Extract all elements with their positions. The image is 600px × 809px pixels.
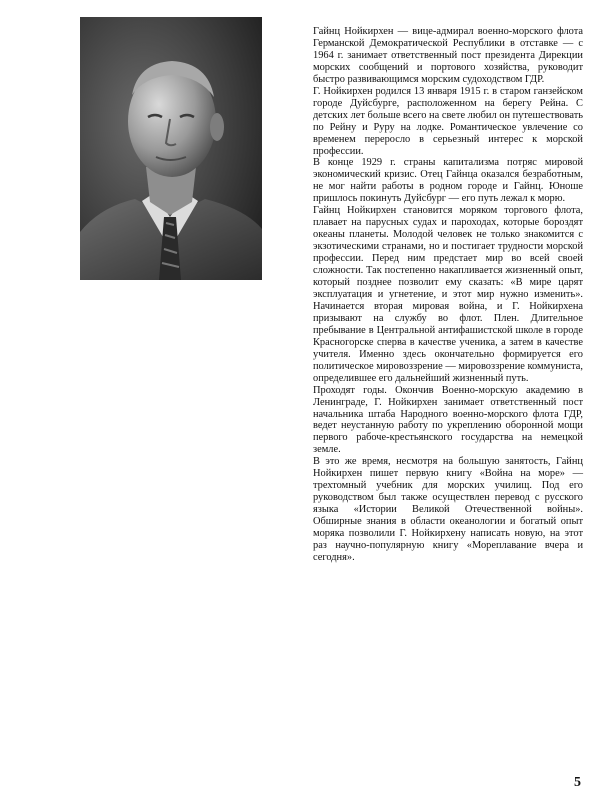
- paragraph-introduction: Гайнц Нойкирхен — вице-адмирал военно-морского флота Германской Демократической Республики в отставке — с 1964 г. занимает ответственный пост президента Дирекции морских сообщений и портового хозяйства, руководит быстро развивающимся морским судоходством ГДР.: [313, 26, 583, 85]
- paragraph-birth: Г. Нойкирхен родился 13 января 1915 г. в старом ганзейском городе Дуйсбурге, расположенном на берегу Рейна. С детских лет больше всего на свете любил он путешествовать по Рейну и Руру на лодке. Романтическое увлечение со временем переросло в серьезный интерес к морской профессии.: [313, 85, 583, 157]
- article-body: [313, 26, 583, 564]
- paragraph-merchant-fleet: Гайнц Нойкирхен становится моряком торгового флота, плавает на парусных судах и пароходах, которые бороздят океаны планеты. Молодой человек не только знакомится с экзотическими странами, но и постигает трудности морской профессии. Перед ним предстает мир во всей своей сложности. Так постепенно накапливается жизненный опыт, который позднее позволит ему сказать: «В мире царят эксплуатация и угнетение, и этот мир нужно изменить». Начинается вторая мировая война, и Г. Нойкирхена призывают на службу во флот. Плен. Длительное пребывание в Центральной антифашистской школе в городе Красногорске сперва в качестве ученика, а затем в качестве учителя. Именно здесь окончательно формируется его политическое мировоззрение — мировоззрение коммуниста, определившее его дальнейший жизненный путь.: [313, 205, 583, 384]
- paragraph-books: В это же время, несмотря на большую занятость, Гайнц Нойкирхен пишет первую книгу «Война на море» — трехтомный учебник для морских училищ. Под его руководством был также осуществлен перевод с русского языка «Истории Великой Отечественной войны». Обширные знания в области океанологии и богатый опыт моряка позволили Г. Нойкирхену написать новую, на этот раз научно-популярную книгу «Мореплавание вчера и сегодня».: [313, 456, 583, 563]
- author-portrait-photo: [80, 17, 262, 280]
- paragraph-naval-academy: Проходят годы. Окончив Военно-морскую академию в Ленинграде, Г. Нойкирхен занимает ответственный пост начальника штаба Народного военно-морского флота ГДР, ведет неустанную работу по укреплению оборонной мощи первого рабоче-крестьянского государства на немецкой земле.: [313, 384, 583, 456]
- paragraph-crisis: В конце 1929 г. страны капитализма потряс мировой экономический кризис. Отец Гайнца оказался безработным, не мог найти работы в родном городе и Гайнц. Юноше пришлось покинуть Дуйсбург — его путь лежал к морю.: [313, 157, 583, 205]
- page-number: 5: [574, 775, 581, 790]
